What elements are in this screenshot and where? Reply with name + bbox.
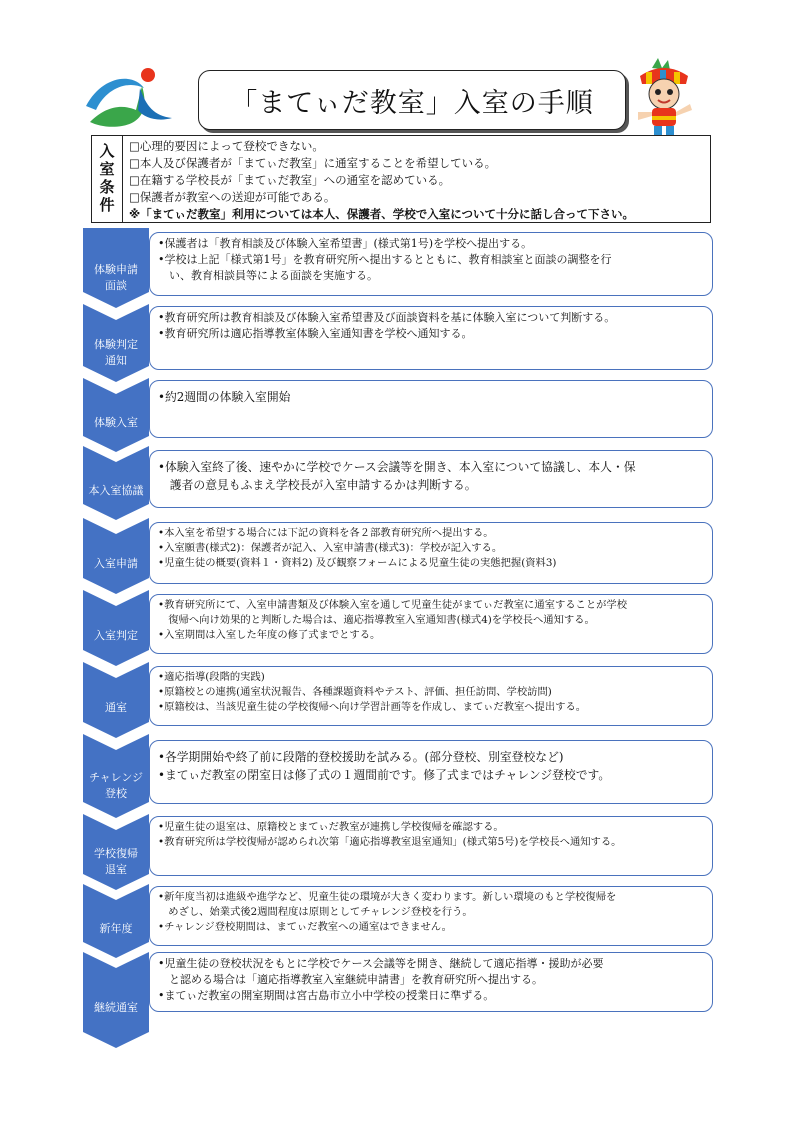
step-10 — [83, 884, 713, 958]
step-description — [149, 886, 713, 946]
step-line: •原籍校との連携(通室状況報告、各種課題資料やテスト、評価、担任訪問、学校訪問) — [158, 686, 552, 698]
step-description — [149, 380, 713, 438]
step-line: 復帰へ向け効果的と判断した場合は、適応指導教室入室通知書(様式4)を学校長へ通知する。 — [158, 614, 595, 626]
step-line: •入室願書(様式2)：保護者が記入、入室申請書(様式3)：学校が記入する。 — [158, 542, 503, 554]
step-3 — [83, 378, 713, 452]
step-description — [149, 522, 713, 584]
page-title: 「まてぃだ教室」入室の手順 — [230, 87, 594, 119]
step-6 — [83, 590, 713, 666]
step-5 — [83, 518, 713, 594]
step-4 — [83, 446, 713, 520]
step-line: •教育研究所は教育相談及び体験入室希望書及び面談資料を基に体験入室について判断する。 — [158, 311, 616, 324]
step-label: 通室 — [105, 701, 127, 714]
step-line: •教育研究所にて、入室申請書類及び体験入室を通して児童生徒がまてぃだ教室に通室することが学校 — [158, 599, 628, 611]
step-7 — [83, 662, 713, 738]
step-line: •教育研究所は適応指導教室体験入室通知書を学校へ通知する。 — [158, 327, 473, 340]
step-description — [149, 450, 713, 508]
step-label: 体験申請 面談 — [94, 263, 138, 292]
step-label: 学校復帰 退室 — [94, 847, 138, 876]
step-description — [149, 740, 713, 804]
step-description — [149, 306, 713, 370]
step-line: めざし、始業式後2週間程度は原則としてチャレンジ登校を行う。 — [158, 906, 473, 918]
step-line: •原籍校は、当該児童生徒の学校復帰へ向け学習計画等を作成し、まてぃだ教室へ提出する。 — [158, 701, 587, 713]
step-line: •本入室を希望する場合には下記の資料を各２部教育研究所へ提出する。 — [158, 527, 494, 539]
conditions-note: ※「まてぃだ教室」利用については本人、保護者、学校で入室について十分に話し合って下さい。 — [129, 207, 634, 221]
step-line: •適応指導(段階的実践) — [158, 671, 265, 683]
step-description — [149, 594, 713, 654]
entry-conditions — [91, 135, 711, 223]
step-description — [149, 666, 713, 726]
step-description — [149, 232, 713, 296]
step-line: •まてぃだ教室の閉室日は修了式の１週間前です。修了式まではチャレンジ登校です。 — [158, 768, 611, 782]
conditions-label: 入室条件 — [92, 136, 123, 222]
step-9 — [83, 814, 713, 890]
step-label: 体験判定 通知 — [94, 338, 138, 367]
step-line: •約2週間の体験入室開始 — [158, 390, 291, 404]
step-8 — [83, 734, 713, 818]
step-line: •新年度当初は進級や進学など、児童生徒の環境が大きく変わります。新しい環境のもと学校復帰を — [158, 891, 617, 903]
step-line: •教育研究所は学校復帰が認められ次第「適応指導教室退室通知」(様式第5号)を学校長へ通知する。 — [158, 836, 622, 848]
step-line: •児童生徒の概要(資料１・資料2) 及び観察フォームによる児童生徒の実態把握(資料3) — [158, 557, 557, 569]
step-description — [149, 952, 713, 1012]
condition-item: □心理的要因によって登校できない。 — [129, 139, 324, 153]
step-line: •保護者は「教育相談及び体験入室希望書」(様式第1号)を学校へ提出する。 — [158, 237, 533, 250]
step-line: •チャレンジ登校期間は、まてぃだ教室への通室はできません。 — [158, 921, 452, 933]
step-line: •児童生徒の登校状況をもとに学校でケース会議等を開き、継続して適応指導・援助が必要 — [158, 957, 604, 970]
step-line: 護者の意見もふまえ学校長が入室申請するかは判断する。 — [158, 478, 477, 492]
step-line: •まてぃだ教室の開室期間は宮古島市立小中学校の授業日に準ずる。 — [158, 989, 495, 1002]
condition-item: □本人及び保護者が「まてぃだ教室」に通室することを希望している。 — [129, 156, 497, 170]
step-label: 体験入室 — [94, 416, 138, 429]
step-line: い、教育相談員等による面談を実施する。 — [158, 269, 378, 282]
step-label: チャレンジ 登校 — [88, 771, 144, 800]
procedure-flow — [83, 228, 713, 1048]
step-11 — [83, 952, 713, 1048]
step-description — [149, 816, 713, 876]
step-label: 継続通室 — [94, 1001, 138, 1014]
step-label: 本入室協議 — [88, 484, 144, 497]
condition-item: □保護者が教室への送迎が可能である。 — [129, 190, 336, 204]
step-line: •体験入室終了後、速やかに学校でケース会議等を開き、本入室について協議し、本人・保 — [158, 460, 636, 474]
mascot-illustration — [628, 58, 700, 138]
step-line: •各学期開始や終了前に段階的登校援助を試みる。(部分登校、別室登校など) — [158, 750, 564, 764]
condition-item: □在籍する学校長が「まてぃだ教室」への通室を認めている。 — [129, 173, 451, 187]
step-2 — [83, 304, 713, 382]
conditions-list — [123, 136, 640, 222]
step-line: •学校は上記「様式第1号」を教育研究所へ提出するとともに、教育相談室と面談の調整を行 — [158, 253, 612, 266]
step-line: •入室期間は入室した年度の修了式までとする。 — [158, 629, 381, 641]
step-line: •児童生徒の退室は、原籍校とまてぃだ教室が連携し学校復帰を確認する。 — [158, 821, 504, 833]
title-box — [198, 70, 626, 130]
city-logo — [82, 66, 174, 130]
step-label: 入室申請 — [94, 557, 138, 570]
step-line: と認める場合は「適応指導教室入室継続申請書」を教育研究所へ提出する。 — [158, 973, 543, 986]
step-1 — [83, 228, 713, 308]
step-label: 新年度 — [99, 922, 133, 935]
step-label: 入室判定 — [94, 629, 138, 642]
